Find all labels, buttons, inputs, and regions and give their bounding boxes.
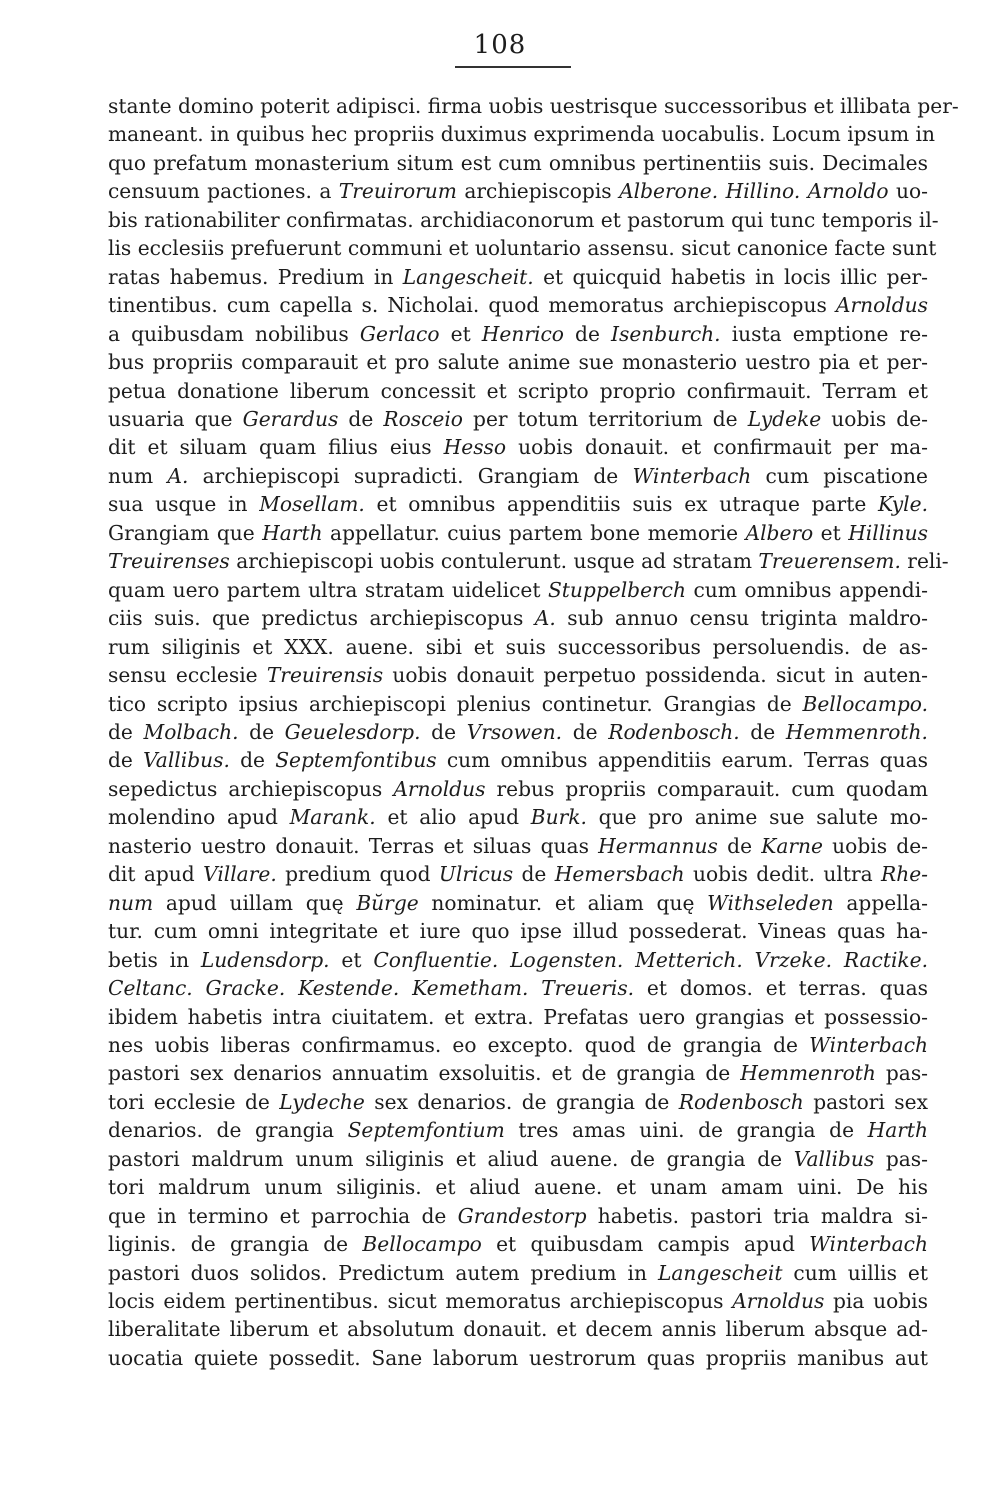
body-text xyxy=(108,92,959,1372)
text-line: tico scripto ipsius archiepiscopi plenius continetur. Grangias de Bellocampo. xyxy=(108,691,928,716)
text-line: censuum pactiones. a Treuirorum archiepiscopis Alberone. Hillino. Arnoldo uo- xyxy=(108,179,928,204)
text-line: a quibusdam nobilibus Gerlaco et Henrico de Isenburch. iusta emptione re- xyxy=(108,321,928,346)
text-line: Treuirenses archiepiscopi uobis contulerunt. usque ad stratam Treuerensem. reli- xyxy=(108,549,949,574)
text-line: molendino apud Marank. et alio apud Burk. que pro anime sue salute mo- xyxy=(108,805,928,830)
text-line: tori ecclesie de Lydeche sex denarios. de grangia de Rodenbosch pastori sex xyxy=(108,1089,928,1114)
text-line: pastori maldrum unum siliginis et aliud auene. de grangia de Vallibus pas- xyxy=(108,1146,928,1171)
text-line: maneant. in quibus hec propriis duximus exprimenda uocabulis. Locum ipsum in xyxy=(108,122,935,147)
text-line: uocatia quiete possedit. Sane laborum uestrorum quas propriis manibus aut xyxy=(108,1345,928,1370)
text-line: dit apud Villare. predium quod Ulricus de Hemersbach uobis dedit. ultra Rhe- xyxy=(108,862,928,887)
text-line: dit et siluam quam filius eius Hesso uobis donauit. et confirmauit per ma- xyxy=(108,435,928,460)
text-line: sua usque in Mosellam. et omnibus appenditiis suis ex utraque parte Kyle. xyxy=(108,492,928,517)
text-line: ratas habemus. Predium in Langescheit. et quicquid habetis in locis illic per- xyxy=(108,264,928,289)
page-number-rule xyxy=(455,66,571,68)
text-line: liginis. de grangia de Bellocampo et quibusdam campis apud Winterbach xyxy=(108,1232,928,1257)
text-line: de Molbach. de Geuelesdorp. de Vrsowen. de Rodenbosch. de Hemmenroth. xyxy=(108,719,928,744)
text-line: bus propriis comparauit et pro salute anime sue monasterio uestro pia et per- xyxy=(108,350,928,375)
text-line: quo prefatum monasterium situm est cum omnibus pertinentiis suis. Decimales xyxy=(108,150,928,175)
page-number: 108 xyxy=(473,30,527,60)
text-line: pastori sex denarios annuatim exsoluitis. et de grangia de Hemmenroth pas- xyxy=(108,1061,928,1086)
text-line: tur. cum omni integritate et iure quo ipse illud possederat. Vineas quas ha- xyxy=(108,919,928,944)
text-line: stante domino poterit adipisci. firma uobis uestrisque successoribus et illibata per- xyxy=(108,94,959,118)
text-line: liberalitate liberum et absolutum donauit. et decem annis liberum absque ad- xyxy=(108,1317,928,1342)
text-line: num apud uillam quę Bŭrge nominatur. et aliam quę Withseleden appella- xyxy=(108,890,928,915)
text-line: petua donatione liberum concessit et scripto proprio confirmauit. Terram et xyxy=(108,378,928,403)
text-line: sensu ecclesie Treuirensis uobis donauit perpetuo possidenda. sicut in auten- xyxy=(108,663,928,688)
text-line: num A. archiepiscopi supradicti. Grangiam de Winterbach cum piscatione xyxy=(108,463,928,488)
text-line: rum siliginis et XXX. auene. sibi et suis successoribus persoluendis. de as- xyxy=(108,634,928,659)
text-line: quam uero partem ultra stratam uidelicet Stuppelberch cum omnibus appendi- xyxy=(108,577,928,602)
text-line: betis in Ludensdorp. et Confluentie. Logensten. Metterich. Vrzeke. Ractike. xyxy=(108,947,928,972)
text-line: de Vallibus. de Septemfontibus cum omnibus appenditiis earum. Terras quas xyxy=(108,748,928,773)
text-line: pastori duos solidos. Predictum autem predium in Langescheit cum uillis et xyxy=(108,1260,928,1285)
text-line: tinentibus. cum capella s. Nicholai. quod memoratus archiepiscopus Arnoldus xyxy=(108,293,928,318)
text-line: tori maldrum unum siliginis. et aliud auene. et unam amam uini. De his xyxy=(108,1175,928,1200)
text-line: sepedictus archiepiscopus Arnoldus rebus propriis comparauit. cum quodam xyxy=(108,776,928,801)
text-line: ibidem habetis intra ciuitatem. et extra. Prefatas uero grangias et possessio- xyxy=(108,1004,928,1029)
text-line: que in termino et parrochia de Grandestorp habetis. pastori tria maldra si- xyxy=(108,1203,928,1228)
text-line: locis eidem pertinentibus. sicut memoratus archiepiscopus Arnoldus pia uobis xyxy=(108,1289,928,1314)
text-line: ciis suis. que predictus archiepiscopus A. sub annuo censu triginta maldro- xyxy=(108,606,928,631)
text-line: usuaria que Gerardus de Rosceio per totum territorium de Lydeke uobis de- xyxy=(108,406,928,431)
text-line: Celtanc. Gracke. Kestende. Kemetham. Treueris. et domos. et terras. quas xyxy=(108,976,928,1001)
text-line: bis rationabiliter confirmatas. archidiaconorum et pastorum qui tunc temporis il- xyxy=(108,207,939,232)
text-line: nasterio uestro donauit. Terras et siluas quas Hermannus de Karne uobis de- xyxy=(108,833,928,858)
text-line: lis ecclesiis prefuerunt communi et uoluntario assensu. sicut canonice facte sunt xyxy=(108,236,937,261)
text-line: denarios. de grangia Septemfontium tres amas uini. de grangia de Harth xyxy=(108,1118,928,1143)
text-line: nes uobis liberas confirmamus. eo excepto. quod de grangia de Winterbach xyxy=(108,1032,928,1057)
text-line: Grangiam que Harth appellatur. cuius partem bone memorie Albero et Hillinus xyxy=(108,520,928,545)
